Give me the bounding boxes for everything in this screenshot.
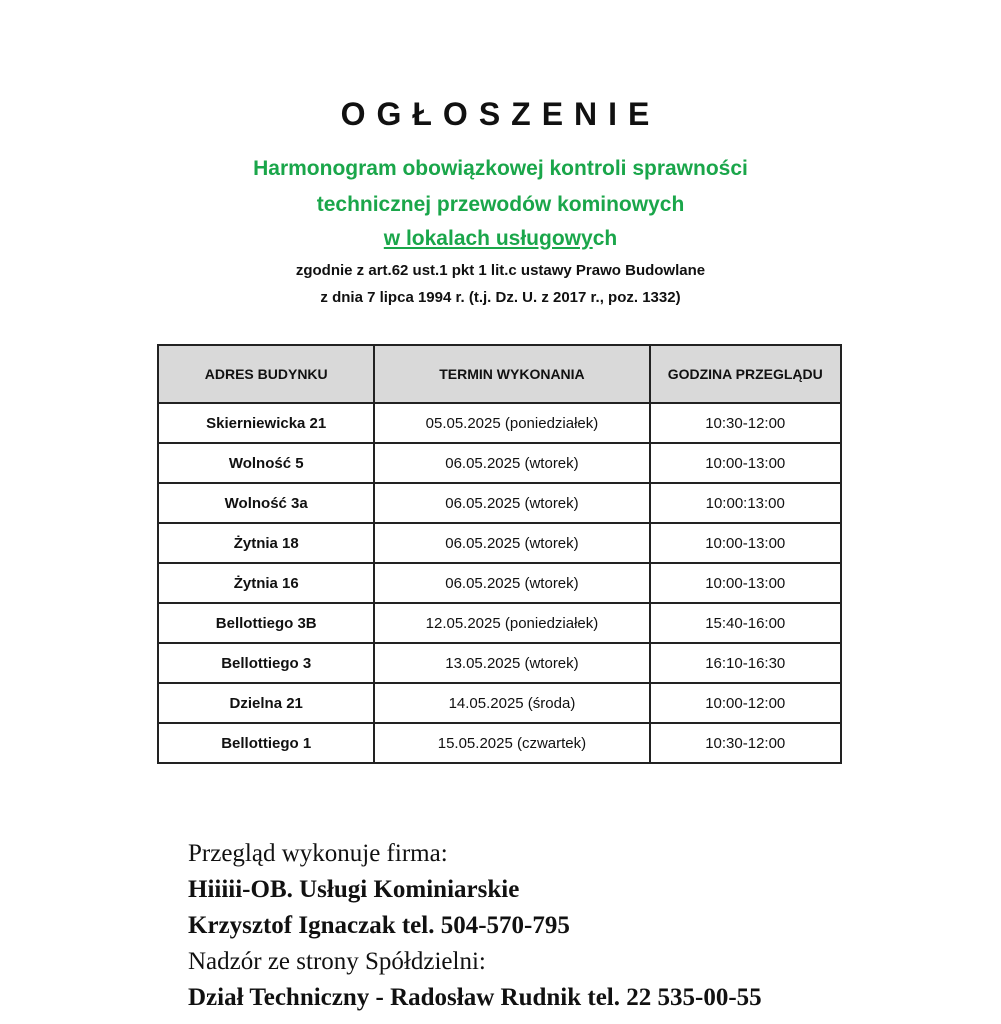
contractor-company: Hiiiii-OB. Usługi Kominiarskie bbox=[188, 876, 520, 903]
contact-info bbox=[188, 836, 762, 1016]
cell-address: Bellottiego 3 bbox=[158, 643, 374, 683]
cell-time: 10:00:13:00 bbox=[650, 483, 842, 523]
cell-time: 10:00-13:00 bbox=[650, 443, 842, 483]
table-row bbox=[158, 523, 841, 563]
cell-address: Żytnia 18 bbox=[158, 523, 374, 563]
cell-time: 10:00-13:00 bbox=[650, 563, 842, 603]
cell-address: Skierniewicka 21 bbox=[158, 403, 374, 443]
cell-date: 06.05.2025 (wtorek) bbox=[374, 483, 649, 523]
cell-address: Wolność 3a bbox=[158, 483, 374, 523]
contractor-contact: Krzysztof Ignaczak tel. 504-570-795 bbox=[188, 912, 570, 939]
subtitle-line-3-underlined: w lokalach usługowy bbox=[383, 227, 593, 250]
subtitle-line-3 bbox=[0, 227, 1001, 251]
cell-time: 10:30-12:00 bbox=[650, 723, 842, 763]
contractor-label: Przegląd wykonuje firma: bbox=[188, 840, 448, 867]
header-time: GODZINA PRZEGLĄDU bbox=[650, 345, 842, 403]
cell-date: 06.05.2025 (wtorek) bbox=[374, 443, 649, 483]
cell-time: 10:30-12:00 bbox=[650, 403, 842, 443]
supervision-contact: Dział Techniczny - Radosław Rudnik tel. 22 535-00-55 bbox=[188, 984, 762, 1011]
table-header-row bbox=[158, 345, 841, 403]
table-row bbox=[158, 403, 841, 443]
table-row bbox=[158, 563, 841, 603]
subtitle-line-2: technicznej przewodów kominowych bbox=[316, 193, 685, 216]
schedule-table bbox=[157, 344, 842, 764]
cell-address: Dzielna 21 bbox=[158, 683, 374, 723]
page-title: OGŁOSZENIE bbox=[340, 96, 661, 132]
legal-basis-line-2: z dnia 7 lipca 1994 r. (t.j. Dz. U. z 2017 r., poz. 1332) bbox=[320, 289, 681, 306]
table-row bbox=[158, 643, 841, 683]
header-address: ADRES BUDYNKU bbox=[158, 345, 374, 403]
subtitle-line-1: Harmonogram obowiązkowej kontroli sprawności bbox=[253, 157, 748, 180]
supervision-label: Nadzór ze strony Spółdzielni: bbox=[188, 948, 486, 975]
cell-date: 13.05.2025 (wtorek) bbox=[374, 643, 649, 683]
subtitle-line-3-rest: ch bbox=[592, 227, 618, 250]
cell-address: Żytnia 16 bbox=[158, 563, 374, 603]
cell-date: 14.05.2025 (środa) bbox=[374, 683, 649, 723]
cell-date: 15.05.2025 (czwartek) bbox=[374, 723, 649, 763]
cell-date: 06.05.2025 (wtorek) bbox=[374, 563, 649, 603]
cell-time: 10:00-12:00 bbox=[650, 683, 842, 723]
cell-time: 15:40-16:00 bbox=[650, 603, 842, 643]
cell-address: Wolność 5 bbox=[158, 443, 374, 483]
header-date: TERMIN WYKONANIA bbox=[374, 345, 649, 403]
cell-time: 16:10-16:30 bbox=[650, 643, 842, 683]
cell-date: 12.05.2025 (poniedziałek) bbox=[374, 603, 649, 643]
table-row bbox=[158, 603, 841, 643]
cell-address: Bellottiego 1 bbox=[158, 723, 374, 763]
table-row bbox=[158, 723, 841, 763]
cell-date: 06.05.2025 (wtorek) bbox=[374, 523, 649, 563]
table-row bbox=[158, 483, 841, 523]
table-row bbox=[158, 443, 841, 483]
legal-basis-line-1: zgodnie z art.62 ust.1 pkt 1 lit.c ustawy Prawo Budowlane bbox=[295, 262, 706, 279]
table-row bbox=[158, 683, 841, 723]
cell-date: 05.05.2025 (poniedziałek) bbox=[374, 403, 649, 443]
cell-address: Bellottiego 3B bbox=[158, 603, 374, 643]
cell-time: 10:00-13:00 bbox=[650, 523, 842, 563]
